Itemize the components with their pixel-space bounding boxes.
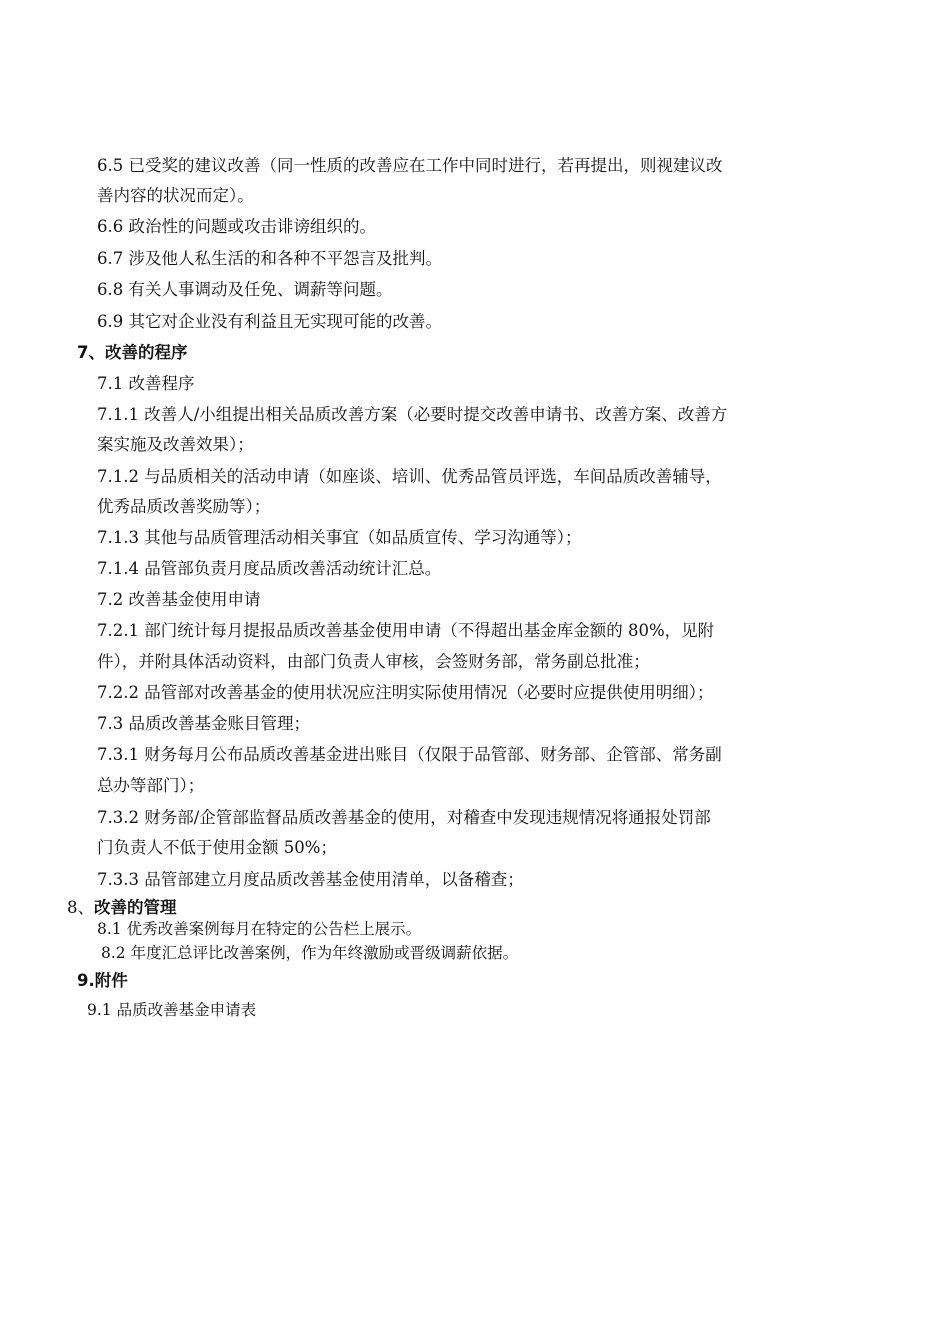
item-7-3-2-line-2: 门负责人不低于使用金额 50%； [97,838,337,857]
item-7-1: 7.1 改善程序 [97,374,195,393]
item-7-3-1-line-1: 7.3.1 财务每月公布品质改善基金进出账目（仅限于品管部、财务部、企管部、常务副 [97,745,722,764]
item-7-2-1-line-2: 件），并附具体活动资料，由部门负责人审核，会签财务部，常务副总批准； [97,652,650,671]
item-7-2-1-line-1: 7.2.1 部门统计每月提报品质改善基金使用申请（不得超出基金库金额的 80%，见附 [97,621,715,640]
section-8-heading-number: 8、 [67,898,94,917]
item-7-3-3: 7.3.3 品管部建立月度品质改善基金使用清单，以备稽查； [97,870,524,889]
item-6-6: 6.6 政治性的问题或攻击诽谤组织的。 [97,217,376,236]
item-7-3: 7.3 品质改善基金账目管理； [97,714,310,733]
item-7-2-2: 7.2.2 品管部对改善基金的使用状况应注明实际使用情况（必要时应提供使用明细）； [97,683,714,702]
item-7-1-2-line-1: 7.1.2 与品质相关的活动申请（如座谈、培训、优秀品管员评选，车间品质改善辅导， [97,467,722,486]
section-7-heading: 7、改善的程序 [77,343,188,362]
item-7-2: 7.2 改善基金使用申请 [97,590,261,609]
item-8-1: 8.1 优秀改善案例每月在特定的公告栏上展示。 [97,920,422,938]
item-9-1: 9.1 品质改善基金申请表 [87,1001,257,1019]
item-7-1-3: 7.1.3 其他与品质管理活动相关事宜（如品质宣传、学习沟通等）； [97,528,582,547]
section-8-heading [67,896,177,920]
item-7-1-1-line-2: 案实施及改善效果）； [97,435,254,454]
item-6-9: 6.9 其它对企业没有利益且无实现可能的改善。 [97,312,442,331]
section-8-heading-text: 改善的管理 [94,898,177,917]
item-7-3-1-line-2: 总办等部门）； [97,776,205,795]
item-7-1-4: 7.1.4 品管部负责月度品质改善活动统计汇总。 [97,559,442,578]
item-6-5-line-2: 善内容的状况而定）。 [97,186,254,205]
item-7-3-2-line-1: 7.3.2 财务部/企管部监督品质改善基金的使用，对稽查中发现违规情况将通报处罚部 [97,808,711,827]
section-9-heading: 9.附件 [77,971,128,990]
item-7-1-1-line-1: 7.1.1 改善人/小组提出相关品质改善方案（必要时提交改善申请书、改善方案、改善方 [97,405,728,424]
item-8-2: 8.2 年度汇总评比改善案例，作为年终激励或晋级调薪依据。 [101,944,519,962]
item-6-7: 6.7 涉及他人私生活的和各种不平怨言及批判。 [97,249,442,268]
item-6-8: 6.8 有关人事调动及任免、调薪等问题。 [97,280,393,299]
item-6-5-line-1: 6.5 已受奖的建议改善（同一性质的改善应在工作中同时进行，若再提出，则视建议改 [97,156,723,175]
item-7-1-2-line-2: 优秀品质改善奖励等）； [97,497,271,516]
